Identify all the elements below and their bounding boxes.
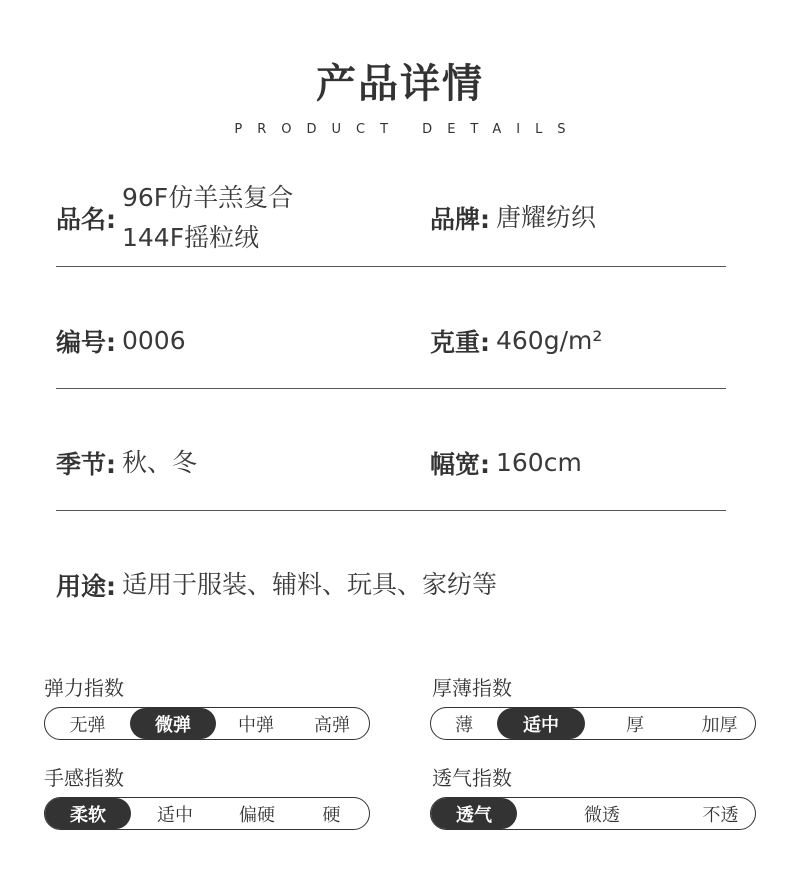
handfeel-meter xyxy=(44,797,370,830)
breathability-title: 透气指数 xyxy=(432,766,512,790)
elasticity-option: 高弹 xyxy=(314,714,350,736)
thickness-option: 薄 xyxy=(455,714,473,736)
elasticity-option-selected: 微弹 xyxy=(130,708,216,739)
page-title: 产品详情 xyxy=(316,61,484,107)
breathability-option: 不透 xyxy=(702,804,739,826)
elasticity-title: 弹力指数 xyxy=(44,676,124,700)
spec-code xyxy=(56,321,430,361)
code-label: 编号: xyxy=(56,328,116,357)
thickness-option: 厚 xyxy=(626,714,644,736)
handfeel-option-selected: 柔软 xyxy=(45,798,131,829)
width-label: 幅宽: xyxy=(430,450,490,479)
name-value-line2: 144F摇粒绒 xyxy=(122,223,260,252)
weight-value: 460g/m² xyxy=(496,326,603,355)
divider xyxy=(56,510,726,511)
spec-usage xyxy=(56,565,497,605)
season-value: 秋、冬 xyxy=(122,448,198,477)
elasticity-meter xyxy=(44,707,370,740)
spec-width xyxy=(430,443,726,483)
page-subtitle: PRODUCT DETAILS xyxy=(234,122,581,137)
spec-weight xyxy=(430,321,726,361)
usage-label: 用途: xyxy=(56,572,116,601)
handfeel-option: 偏硬 xyxy=(239,804,275,826)
thickness-title: 厚薄指数 xyxy=(432,676,512,700)
thickness-meter xyxy=(430,707,756,740)
handfeel-option: 适中 xyxy=(157,804,193,826)
elasticity-option: 无弹 xyxy=(69,714,106,736)
thickness-option-selected: 适中 xyxy=(497,708,585,739)
code-value: 0006 xyxy=(122,326,186,355)
season-label: 季节: xyxy=(56,450,116,479)
breathability-meter xyxy=(430,797,756,830)
handfeel-title: 手感指数 xyxy=(44,766,124,790)
spec-row-usage xyxy=(56,565,726,605)
breathability-option: 微透 xyxy=(584,804,620,826)
brand-label: 品牌: xyxy=(430,205,490,234)
thickness-option: 加厚 xyxy=(701,714,738,736)
brand-value: 唐耀纺织 xyxy=(496,203,597,232)
spec-row-season-width xyxy=(56,443,726,483)
spec-name xyxy=(56,178,430,258)
elasticity-option: 中弹 xyxy=(238,714,274,736)
width-value: 160cm xyxy=(496,448,582,477)
spec-brand xyxy=(430,198,726,238)
weight-label: 克重: xyxy=(430,328,490,357)
divider xyxy=(56,266,726,267)
usage-value: 适用于服装、辅料、玩具、家纺等 xyxy=(122,570,498,599)
name-label: 品名: xyxy=(56,205,116,234)
spec-row-name-brand xyxy=(56,178,726,258)
name-value-line1: 96F仿羊羔复合 xyxy=(122,183,294,212)
divider xyxy=(56,388,726,389)
breathability-option-selected: 透气 xyxy=(431,798,517,829)
name-value xyxy=(122,178,293,258)
spec-row-code-weight xyxy=(56,321,726,361)
spec-season xyxy=(56,443,430,483)
handfeel-option: 硬 xyxy=(322,804,341,826)
